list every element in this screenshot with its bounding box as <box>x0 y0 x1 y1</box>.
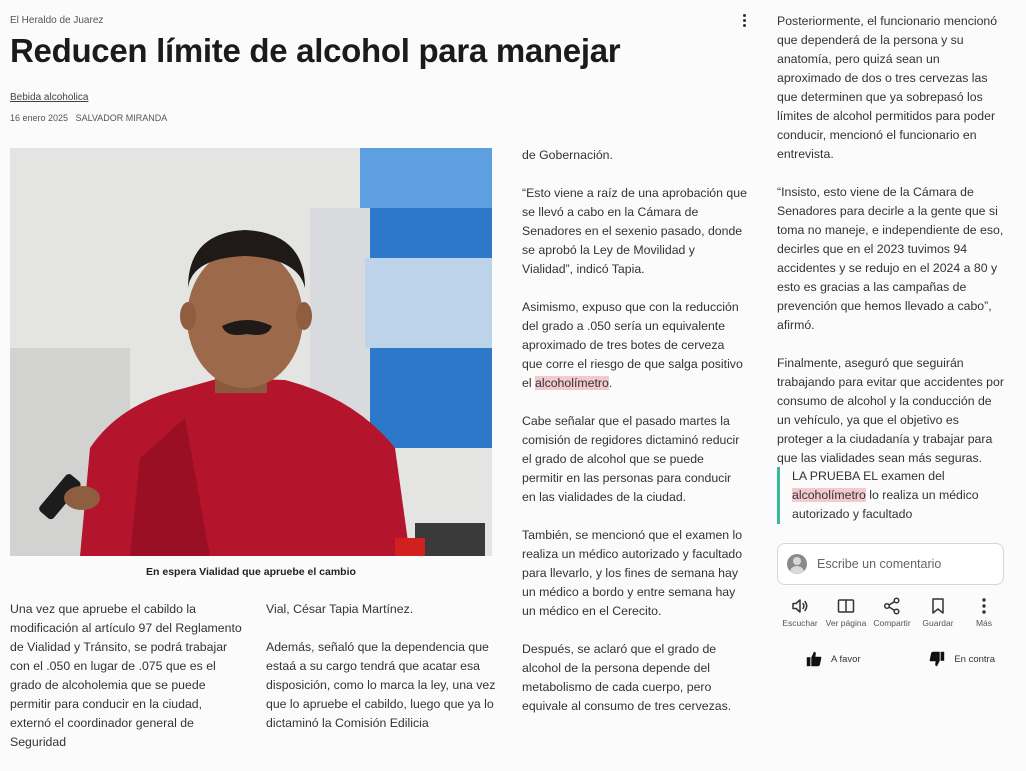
paragraph: También, se mencionó que el examen lo realiza un médico autorizado y facultado para llevarlo, y los fines de semana hay un médico a bordo y entre semana hay un médico en el Cerecito. <box>522 528 743 618</box>
article-column-3 <box>522 146 748 735</box>
paragraph: de Gobernación. <box>522 148 613 162</box>
more-button[interactable] <box>961 596 1007 628</box>
vote-bar <box>805 650 995 668</box>
pull-quote <box>777 467 1003 524</box>
more-label: Más <box>975 618 993 628</box>
thumbs-up-icon <box>805 650 823 668</box>
more-vertical-icon <box>974 596 994 616</box>
more-options-icon[interactable] <box>736 12 752 32</box>
category-link[interactable]: Bebida alcoholica <box>10 92 89 103</box>
paragraph <box>522 298 748 393</box>
paragraph: Después, se aclaró que el grado de alcohol de la persona depende del metabolismo de cada cuerpo, pero equivale al consumo de tres cervezas. <box>522 642 732 713</box>
thumbs-down-icon <box>928 650 946 668</box>
share-label: Compartir <box>873 618 911 628</box>
save-button[interactable] <box>915 596 961 628</box>
comment-input[interactable] <box>777 543 1004 585</box>
photo-caption: En espera Vialidad que apruebe el cambio <box>146 566 356 578</box>
paragraph: Vial, César Tapia Martínez. <box>266 602 414 616</box>
highlighted-term[interactable]: alcoholímetro <box>792 488 866 502</box>
article-column-4 <box>777 12 1005 487</box>
listen-button[interactable] <box>777 596 823 628</box>
paragraph: Además, señaló que la dependencia que estaá a su cargo tendrá que acatar esa disposición, como lo marca la ley, una vez que lo apruebe el cabildo, luego que ya lo dictaminó la Comisión Edilicia <box>266 640 496 730</box>
article-photo <box>10 148 492 556</box>
paragraph: Finalmente, aseguró que seguirán trabajando para evitar que accidentes por consumo de alcohol y la conducción de un vehículo, ya que el objetivo es proteger a la ciudadanía y trabajar para que las vialidades sean más seguras. <box>777 356 1004 465</box>
paragraph: “Esto viene a raíz de una aprobación que se llevó a cabo en la Cámara de Senadores en el sexenio pasado, donde se aprobó la Ley de Movilidad y Vialidad”, indicó Tapia. <box>522 186 747 276</box>
pull-quote-text: lo realiza un médico autorizado y facultado <box>792 488 979 521</box>
article-actions <box>777 596 1007 628</box>
share-button[interactable] <box>869 596 915 628</box>
paragraph: Una vez que apruebe el cabildo la modificación al artículo 97 del Reglamento de Vialidad y Tránsito, se podrá trabajar con el .050 en lugar de .075 que es el grado de alcoholemia que se puede permitir para conducir en la ciudad, externó el coordinador general de Seguridad <box>10 602 242 749</box>
article-column-1 <box>10 600 242 771</box>
speaker-icon <box>790 596 810 616</box>
paragraph: Posteriormente, el funcionario mencionó que dependerá de la persona y su anatomía, pero quizá sean un aproximado de dos o tres cervezas las que determinen que ya sobrepasó los límites de alcohol permitidos para poder conducir, mencionó el funcionario en entrevista. <box>777 14 998 161</box>
vote-up-button[interactable] <box>805 650 861 668</box>
article-date: 16 enero 2025 <box>10 113 69 123</box>
article-column-2 <box>266 600 498 752</box>
article-title: Reducen límite de alcohol para manejar <box>10 32 621 69</box>
publication-name: El Heraldo de Juarez <box>10 15 104 26</box>
article-author: SALVADOR MIRANDA <box>75 113 168 123</box>
comment-placeholder: Escribe un comentario <box>817 557 942 571</box>
listen-label: Escuchar <box>782 618 818 628</box>
book-icon <box>836 596 856 616</box>
share-icon <box>882 596 902 616</box>
paragraph: Cabe señalar que el pasado martes la comisión de regidores dictaminó reducir el grado de alcohol que se puede permitir en las personas para conducir en las vialidades de la ciudad. <box>522 414 740 504</box>
bookmark-icon <box>928 596 948 616</box>
paragraph-text: . <box>608 376 613 390</box>
paragraph-text: Asimismo, expuso que con la reducción del grado a .050 sería un equivalente aproximado de tres botes de cerveza que corre el riesgo de que salga positivo el <box>522 300 743 390</box>
highlighted-term[interactable]: alcoholímetro <box>535 376 609 390</box>
avatar-icon <box>787 554 807 574</box>
article-meta <box>10 113 172 123</box>
paragraph: “Insisto, esto viene de la Cámara de Senadores para decirle a la gente que si toma no maneje, e independiente de eso, decirles que en el 2023 tuvimos 94 accidentes y se redujo en el 2024 a 80 y esto es gracias a las campañas de prevención que hemos llevado a cabo”, afirmó. <box>777 185 1004 332</box>
view-page-button[interactable] <box>823 596 869 628</box>
vote-down-button[interactable] <box>928 650 995 668</box>
pull-quote-text: LA PRUEBA EL examen del <box>792 469 945 483</box>
vote-down-label: En contra <box>954 653 995 665</box>
save-label: Guardar <box>922 618 954 628</box>
view-page-label: Ver página <box>825 618 867 628</box>
vote-up-label: A favor <box>831 653 861 665</box>
